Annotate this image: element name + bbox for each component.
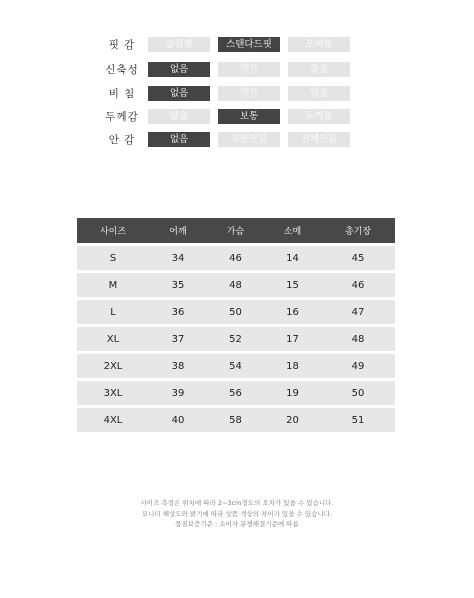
attr-option: 부분안감 <box>218 132 280 147</box>
cell-size: S <box>109 252 117 264</box>
cell-chest: 52 <box>229 333 242 345</box>
cell-length: 48 <box>351 333 365 345</box>
size-table <box>77 218 395 432</box>
cell-size: M <box>108 279 118 291</box>
attr-option: 약간 <box>218 86 280 101</box>
header-chest: 가슴 <box>226 227 245 237</box>
attr-label: 두께감 <box>105 111 139 123</box>
cell-size: 2XL <box>103 360 123 372</box>
attr-option: 전체안감 <box>288 132 350 147</box>
cell-length: 45 <box>351 252 365 264</box>
attr-option: 보통 <box>218 109 280 124</box>
cell-size: 4XL <box>103 414 123 426</box>
attr-row-sheerness <box>0 86 474 103</box>
attr-option: 슬림핏 <box>148 37 210 52</box>
table-row <box>77 300 395 324</box>
attr-option: 있음 <box>288 86 350 101</box>
table-row <box>77 273 395 297</box>
cell-shoulder: 40 <box>171 414 185 426</box>
note-measurement: 사이즈 측정은 위치에 따라 2~3cm정도의 오차가 있을 수 있습니다. <box>140 499 334 507</box>
attr-option: 좋음 <box>288 62 350 77</box>
cell-shoulder: 34 <box>171 252 185 264</box>
table-row <box>77 354 395 378</box>
cell-shoulder: 39 <box>171 387 185 399</box>
size-notes <box>0 498 474 530</box>
cell-chest: 46 <box>229 252 242 264</box>
header-length: 총기장 <box>344 227 372 237</box>
cell-length: 51 <box>351 414 365 426</box>
cell-shoulder: 36 <box>171 306 185 318</box>
attr-row-thickness <box>0 109 474 126</box>
cell-size: XL <box>106 333 120 345</box>
attr-label: 신축성 <box>105 64 139 76</box>
note-monitor: 모니터 해상도와 밝기에 따라 상품 색상의 차이가 있을 수 있습니다. <box>141 509 333 518</box>
table-row <box>77 327 395 351</box>
cell-sleeve: 19 <box>286 387 299 399</box>
table-row <box>77 381 395 405</box>
attr-row-stretch <box>0 62 474 79</box>
attr-label: 안 감 <box>108 134 136 146</box>
attr-option: 약간 <box>218 62 280 77</box>
cell-sleeve: 20 <box>286 414 299 426</box>
cell-shoulder: 37 <box>171 333 185 345</box>
attr-option: 오버핏 <box>288 37 350 52</box>
cell-chest: 50 <box>229 306 242 318</box>
note-quality: 품질보증기준 : 소비자 분쟁해결기준에 따름 <box>175 520 299 528</box>
cell-chest: 56 <box>229 387 242 399</box>
cell-sleeve: 14 <box>286 252 299 264</box>
attr-option: 없음 <box>148 86 210 101</box>
cell-length: 46 <box>351 279 365 291</box>
attr-option: 얇음 <box>148 109 210 124</box>
cell-length: 47 <box>351 306 365 318</box>
cell-sleeve: 16 <box>286 306 299 318</box>
attr-label: 비 침 <box>108 88 136 100</box>
table-row <box>77 246 395 270</box>
attr-row-lining <box>0 132 474 149</box>
cell-shoulder: 35 <box>171 279 185 291</box>
header-size: 사이즈 <box>99 227 127 237</box>
cell-shoulder: 38 <box>171 360 185 372</box>
cell-size: L <box>110 306 116 318</box>
cell-length: 49 <box>351 360 365 372</box>
cell-sleeve: 17 <box>286 333 299 345</box>
header-shoulder: 어깨 <box>169 227 187 237</box>
attr-option: 없음 <box>148 132 210 147</box>
cell-sleeve: 18 <box>286 360 299 372</box>
attr-label: 핏 감 <box>108 39 136 51</box>
cell-chest: 48 <box>229 279 242 291</box>
attr-option: 없음 <box>148 62 210 77</box>
attr-option: 스탠다드핏 <box>218 37 280 52</box>
cell-sleeve: 15 <box>286 279 299 291</box>
header-sleeve: 소매 <box>283 227 302 237</box>
size-table-header <box>77 218 395 243</box>
table-row <box>77 408 395 432</box>
cell-chest: 58 <box>229 414 242 426</box>
cell-length: 50 <box>351 387 365 399</box>
attr-row-fit <box>0 37 474 54</box>
cell-size: 3XL <box>103 387 123 399</box>
attr-option: 두꺼움 <box>288 109 350 124</box>
cell-chest: 54 <box>229 360 242 372</box>
